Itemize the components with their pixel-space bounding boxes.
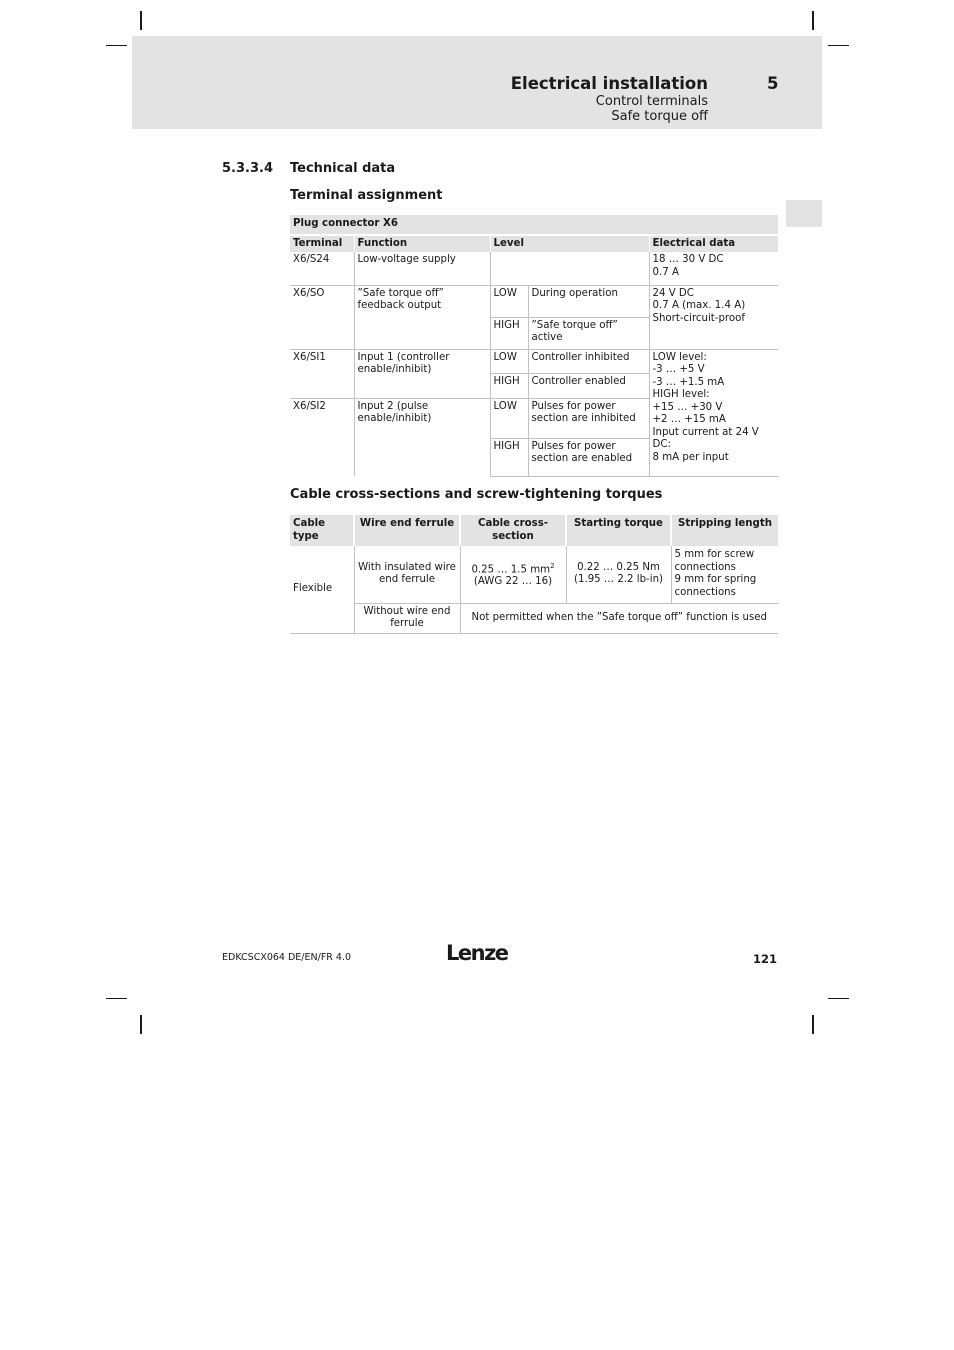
- terminal-cell: X6/SO: [290, 285, 354, 349]
- electrical-line: +2 … +15 mA: [652, 414, 726, 425]
- stripping-length-cell: [671, 546, 778, 603]
- crop-mark: [140, 11, 142, 30]
- electrical-line: 24 V DC: [652, 287, 694, 299]
- crop-mark: [106, 998, 127, 999]
- table-row: [290, 349, 778, 373]
- level-cell: HIGH: [490, 438, 528, 476]
- torque-metric: 0.22 … 0.25 Nm: [577, 561, 660, 573]
- table-row: [290, 546, 778, 603]
- column-header-electrical-data: Electrical data: [649, 235, 778, 253]
- electrical-line: 8 mA per input: [652, 451, 729, 463]
- function-cell: Input 1 (controller enable/inhibit): [354, 349, 490, 398]
- section-number: 5.3.3.4: [222, 161, 273, 176]
- table-row: [290, 603, 778, 633]
- chapter-subtitle-1: Control terminals: [595, 94, 708, 109]
- terminal-cell: X6/S24: [293, 254, 330, 265]
- electrical-line: HIGH level:: [652, 389, 710, 400]
- electrical-line: +15 … +30 V: [652, 401, 723, 413]
- document-code: EDKCSCX064 DE/EN/FR 4.0: [222, 952, 352, 963]
- electrical-data-cell: [649, 349, 778, 476]
- terminal-assignment-table: [290, 215, 778, 477]
- electrical-line: 18 … 30 V DC: [652, 254, 724, 265]
- page-number: 121: [752, 952, 777, 966]
- crop-mark: [812, 1015, 814, 1034]
- level-description-cell: Controller inhibited: [528, 349, 649, 373]
- ferrule-cell: Without wire end ferrule: [354, 603, 460, 633]
- stripping-spring: 9 mm for spring connections: [674, 574, 757, 598]
- level-description-cell: During operation: [528, 285, 649, 317]
- function-cell: Input 2 (pulse enable/inhibit): [354, 398, 490, 476]
- terminal-assignment-heading: Terminal assignment: [290, 188, 443, 203]
- cross-section-superscript: 2: [550, 561, 555, 570]
- level-cell: [490, 252, 649, 285]
- column-header-terminal: Terminal: [290, 235, 354, 253]
- section-title: Technical data: [290, 161, 396, 176]
- chapter-side-tab: [786, 200, 822, 227]
- level-cell: LOW: [490, 349, 528, 373]
- torque-cell: [566, 546, 671, 603]
- table-caption: Plug connector X6: [290, 215, 778, 235]
- cross-section-cell: [460, 546, 566, 603]
- column-header-cable-type: Cable type: [290, 515, 354, 546]
- ferrule-cell: With insulated wire end ferrule: [354, 546, 460, 603]
- crop-mark: [828, 45, 849, 46]
- chapter-number: 5: [767, 74, 779, 93]
- electrical-line: Short-circuit-proof: [652, 312, 745, 324]
- electrical-line: 0.7 A (max. 1.4 A): [652, 300, 746, 311]
- electrical-data-cell: [649, 252, 778, 285]
- cross-section-awg: (AWG 22 … 16): [473, 576, 553, 588]
- header-band: [132, 36, 822, 129]
- level-cell: LOW: [490, 285, 528, 317]
- cable-table: [290, 515, 778, 634]
- stripping-screw: 5 mm for screw connections: [674, 549, 755, 573]
- electrical-line: LOW level:: [652, 351, 707, 363]
- cable-type-cell: Flexible: [290, 546, 354, 633]
- chapter-subtitle-2: Safe torque off: [611, 109, 708, 124]
- level-description-cell: Pulses for power section are enabled: [528, 438, 649, 476]
- column-header-cable-cross-section: Cable cross-section: [460, 515, 566, 546]
- electrical-line: Input current at 24 V DC:: [652, 426, 759, 450]
- terminal-cell: X6/SI1: [290, 349, 354, 398]
- crop-mark: [106, 45, 127, 46]
- level-description-cell: Pulses for power section are inhibited: [528, 398, 649, 438]
- level-cell: HIGH: [490, 373, 528, 398]
- level-cell: HIGH: [490, 317, 528, 349]
- level-cell: LOW: [490, 398, 528, 438]
- chapter-title: Electrical installation: [510, 74, 708, 93]
- function-cell: Low-voltage supply: [354, 252, 490, 285]
- crop-mark: [140, 1015, 142, 1034]
- cable-heading: Cable cross-sections and screw-tightening torques: [290, 487, 663, 502]
- lenze-logo: Lenze: [446, 941, 508, 965]
- terminal-cell: X6/SI2: [290, 398, 354, 476]
- level-description-cell: Controller enabled: [528, 373, 649, 398]
- electrical-line: -3 … +5 V: [652, 364, 705, 375]
- column-header-stripping-length: Stripping length: [671, 515, 778, 546]
- table-row: [290, 252, 778, 285]
- torque-imperial: (1.95 … 2.2 lb-in): [574, 574, 663, 586]
- not-permitted-note: Not permitted when the ”Safe torque off” function is used: [460, 603, 778, 633]
- electrical-line: 0.7 A: [652, 266, 679, 278]
- electrical-line: -3 … +1.5 mA: [652, 376, 725, 388]
- table-row: [290, 285, 778, 317]
- column-header-function: Function: [354, 235, 490, 253]
- column-header-wire-end-ferrule: Wire end ferrule: [354, 515, 460, 546]
- level-description-cell: ”Safe torque off” active: [528, 317, 649, 349]
- function-cell: ”Safe torque off” feedback output: [354, 285, 490, 349]
- crop-mark: [812, 11, 814, 30]
- column-header-level: Level: [490, 235, 649, 253]
- crop-mark: [828, 998, 849, 999]
- electrical-data-cell: [649, 285, 778, 349]
- column-header-starting-torque: Starting torque: [566, 515, 671, 546]
- cross-section-value: 0.25 … 1.5 mm: [471, 563, 551, 575]
